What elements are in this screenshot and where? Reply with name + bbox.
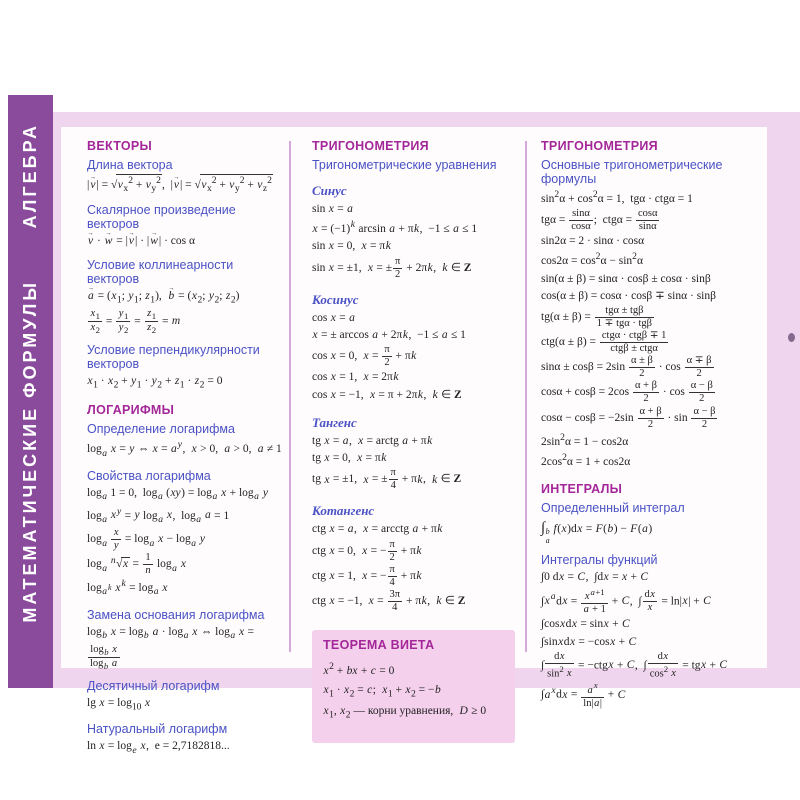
formula-line: $x_1 \cdot x_2 + y_1 \cdot y_2 + z_1 \cdot z_2 = 0$ [87, 374, 223, 391]
formula-group [87, 203, 284, 250]
subsection-title: Определенный интеграл [541, 500, 685, 515]
column-divider-2 [525, 141, 527, 652]
column-trig-equations [312, 139, 518, 743]
formula-line: |→ $v| = √v_x^2 + v_y^2$, |→ $v| = √v_x^2 + v_y^2 + v_z^2$ [87, 174, 284, 195]
formula-line: tgα = $\frac{\sin\alpha}{\cos\alpha}$ ; ctgα = $\frac{\cos\alpha}{\sin\alpha}$ [541, 208, 658, 233]
section [312, 139, 518, 614]
formula-line: sin2α = 2 · sinα · cosα [541, 235, 645, 248]
formula-line: cos x = 0, x = $\frac{\pi}{2}$ + πk [312, 344, 417, 369]
formula-line: $2\cos^2\alpha = 1 + \cos 2\alpha$ [541, 451, 631, 468]
column-trig-formulas-integrals [541, 139, 765, 721]
card-content [61, 127, 767, 756]
column-vectors-logarithms [87, 139, 284, 769]
formula-line: tg x = ±1, x = ± $\frac{\pi}{4}$ + πk, k ∈ Z [312, 467, 462, 492]
subsection-title: Свойства логарифма [87, 468, 211, 483]
formula-line: $\int x^adx$ = $\frac{x^{a+1}}{a + 1}$ + C, ∫ $\frac{dx}{x}$ = ln|x| + C [541, 586, 711, 616]
subsection-title: Тангенс [312, 414, 357, 430]
section-title: ТРИГОНОМЕТРИЯ [312, 139, 429, 153]
subsection-title: Условие коллинеарности векторов [87, 257, 234, 286]
formula-line: $\log_a x^y = y$ $\log_a x$, $\log_a a = 1$ [87, 505, 230, 525]
formula-line: $2\sin^2\alpha = 1 - \cos 2\alpha$ [541, 431, 629, 448]
subsection-title: Условие перпендикулярности векторов [87, 342, 260, 371]
formula-group [541, 158, 765, 471]
formula-group [87, 422, 284, 460]
formula-line: $\log_a x = y$ ⇔ $x = a^y$, x > 0, a > 0, a ≠ 1 [87, 439, 282, 459]
subsection-title: Десятичный логарифм [87, 678, 220, 693]
formula-group [541, 501, 765, 546]
formula-group [87, 469, 284, 600]
subsection-title: Интегралы функций [541, 553, 658, 568]
formula-group [87, 158, 284, 195]
formula-group [87, 679, 284, 715]
section [87, 139, 284, 392]
formula-line: ∫0 dx = C, ∫dx = x + C [541, 571, 648, 584]
subsection-title: Замена основания логарифма [87, 607, 265, 622]
formula-line: cos x = −1, x = π + 2πk, k ∈ Z [312, 388, 462, 401]
formula-line: cos x = 1, x = 2πk [312, 371, 399, 384]
formula-line: $\ln x = \log_e x$, e = 2,7182818... [87, 740, 230, 756]
subsection-title: Натуральный логарифм [87, 722, 228, 737]
formula-line: $x = (-1)^k$ arcsin a + πk, −1 ≤ a ≤ 1 [312, 219, 478, 236]
section [87, 403, 284, 758]
hole-punch-mark [788, 333, 795, 342]
formula-group [541, 553, 765, 710]
section [541, 139, 765, 471]
formula-line: sinα ± cosβ = 2sin $\frac{\alpha \pm \beta}{2}$ · cos $\frac{\alpha \mp \beta}{2}$ [541, 355, 712, 380]
formula-line: ctg x = −1, x = $\frac{3\pi}{4}$ + πk, k ∈ Z [312, 588, 466, 614]
subsection-title: Скалярное произведение векторов [87, 202, 236, 231]
formula-line: $\cos 2\alpha = \cos^2\alpha - \sin^2\alpha$ [541, 251, 643, 268]
formula-line: $x^2$ + bx + c = 0 [323, 661, 395, 677]
section [541, 482, 765, 710]
formula-group [87, 343, 284, 393]
formula-line: ∫sinxdx = −cosx + C [541, 635, 637, 648]
section-title: ЛОГАРИФМЫ [87, 403, 175, 418]
formula-line: $\log_{a^k} x^k = \log_a x$ [87, 578, 168, 598]
formula-group [312, 183, 518, 281]
formula-line: sin x = a [312, 203, 353, 215]
formula-line: $\int a^xdx$ = $\frac{a^x}{\ln|a|}$ + C [541, 680, 626, 709]
subsection-title: Длина вектора [87, 158, 173, 172]
subsection-title: Косинус [312, 291, 359, 307]
formula-line: → v · → w = |→ v| · |→ w| · cos α [87, 233, 284, 250]
formula-line: $\log_a ^n√x$ = $\frac{1}{n}$ $\log_a x$ [87, 552, 186, 577]
formula-group [312, 503, 518, 614]
formula-line: $\log_a 1 = 0$, $\log_a (xy) = \log_a x + \log_a y$ [87, 486, 268, 503]
formula-line: ctg(α ± β) = $\frac{\text{ctgα · ctgβ ∓ 1}}{\text{ctgβ ± ctgα}}$ [541, 330, 667, 355]
formula-card [53, 112, 800, 756]
formula-line: $x_1 \cdot x_2 = c$; $x_1 + x_2 = -b$ [323, 683, 441, 700]
subsection-title: Синус [312, 183, 347, 198]
formula-line: tg x = 0, x = πk [312, 452, 387, 465]
formula-line: sin x = 0, x = πk [312, 240, 391, 253]
sidebar-label-algebra: АЛГЕБРА [20, 123, 40, 229]
subsection-title: Тригонометрические уравнения [312, 158, 497, 172]
formula-line: $\sin^2\alpha + \cos^2\alpha = 1$, tgα · ctgα = 1 [541, 189, 693, 205]
formula-group [87, 722, 284, 758]
formula-line: cosα + cosβ = 2cos $\frac{\alpha + \beta}{2}$ · cos $\frac{\alpha - \beta}{2}$ [541, 380, 713, 405]
section-title: ТРИГОНОМЕТРИЯ [541, 139, 658, 153]
formula-line: $\log_a$ $\frac{x}{y}$ = $\log_a x - \log_a y$ [87, 527, 205, 552]
subsection-title: Основные тригонометрические формулы [541, 158, 723, 186]
formula-line: ∫cosxdx = sinx + C [541, 618, 630, 631]
formula-line: cosα − cosβ = −2sin $\frac{\alpha + \beta}{2}$ · sin $\frac{\alpha - \beta}{2}$ [541, 405, 716, 430]
formula-line: sin x = ±1, x = ± $\frac{\pi}{2}$ + 2πk, k ∈ Z [312, 255, 472, 280]
formula-line: → $a = (x_1$; $y_1$; $z_1$), → $b = (x_2$; $y_2$; $z_2$) [87, 288, 284, 308]
subsection-title: Котангенс [312, 503, 375, 519]
formula-line: ∫ b a f(x)dx = F(b) − F(a) [541, 519, 653, 545]
formula-group [323, 659, 504, 723]
formula-line: ctg x = 1, x = − $\frac{\pi}{4}$ + πk [312, 563, 422, 588]
formula-line: $x_1$, $x_2$ — корни уравнения, D ≥ 0 [323, 704, 487, 721]
formula-line: tg(α ± β) = $\frac{\text{tgα ± tgβ}}{\text{1 ∓ tgα · tgβ}}$ [541, 305, 653, 330]
formula-line: $\frac{x_1}{x_2}$ = $\frac{y_1}{y_2}$ = $\frac{z_1}{z_2}$ = m [87, 308, 284, 335]
formula-group [312, 158, 518, 172]
section-title: ИНТЕГРАЛЫ [541, 481, 623, 496]
formula-line: $\lg x = \log_{10} x$ [87, 696, 150, 713]
formula-line: ctg x = 0, x = − $\frac{\pi}{2}$ + πk [312, 538, 422, 563]
subsection-title: Определение логарифма [87, 422, 235, 437]
formula-group [87, 608, 284, 671]
formula-line: $\log_b x = \log_b a \cdot \log_a x$ ⇔ $\log_a x$ = $\frac{\log_b x}{\log_b a}$ [87, 625, 255, 671]
formula-line: tg x = a, x = arctg a + πk [312, 434, 433, 447]
formula-line: ctg x = a, x = arcctg a + πk [312, 523, 443, 536]
formula-line: cos x = a [312, 311, 355, 324]
vieta-theorem-box [312, 630, 515, 743]
sidebar-label-title: МАТЕМАТИЧЕСКИЕ ФОРМУЛЫ [20, 280, 40, 624]
formula-line: cos(α ± β) = cosα · cosβ ∓ sinα · sinβ [541, 289, 716, 302]
formula-line: sin(α ± β) = sinα · cosβ ± cosα · sinβ [541, 272, 711, 285]
section-title: ТЕОРЕМА ВИЕТА [323, 638, 435, 653]
section-title: ВЕКТОРЫ [87, 139, 153, 153]
formula-group [312, 292, 518, 404]
formula-line: x = ± arccos a + 2πk, −1 ≤ a ≤ 1 [312, 328, 466, 341]
column-divider-1 [289, 141, 291, 652]
formula-group [87, 258, 284, 335]
formula-line: ∫ $\frac{dx}{\sin^2 x}$ = −ctgx + C, ∫ $\frac{dx}{\cos^2 x}$ = tgx + C [541, 650, 728, 680]
formula-group [312, 415, 518, 493]
sidebar-band [8, 95, 53, 688]
